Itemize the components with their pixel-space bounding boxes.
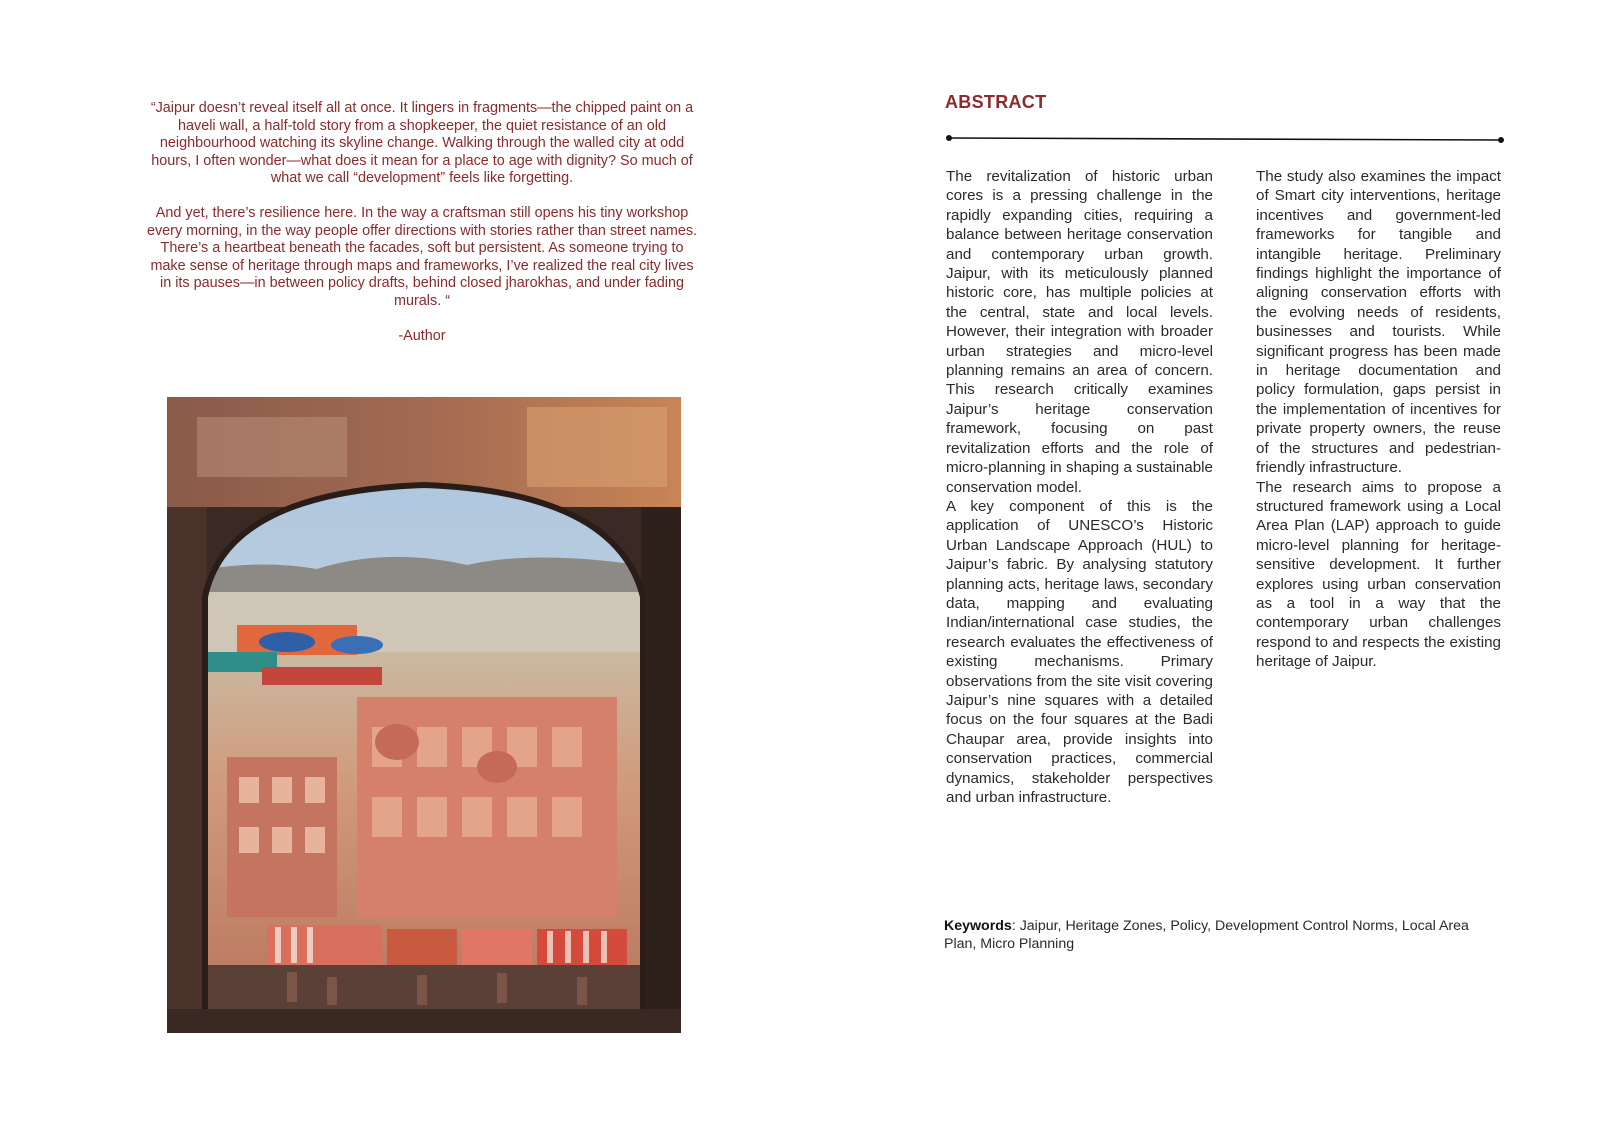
abstract-right-column [1256, 167, 1501, 672]
title-divider [946, 134, 1504, 144]
abstract-paragraph: The study also examines the impact of Smart city interventions, heritage incentives and government-led frameworks for tangible and intangible heritage. Preliminary findings highlight the importance of aligning conservation efforts with the evolving needs of residents, businesses and tourists. While significant progress has been made in heritage documentation and policy formulation, gaps persist in the implementation of incentives for private property owners, the reuse of the structures and pedestrian-friendly infrastructure. [1256, 168, 1501, 477]
abstract-paragraph: The research aims to propose a structured framework using a Local Area Plan (LAP) approach to guide micro-level planning for heritage-sensitive development. It further explores using urban conservation as a tool in a way that the contemporary urban challenges respond to and respects the existing heritage of Jaipur. [1256, 478, 1501, 671]
quote-author: -Author [398, 327, 446, 344]
jaipur-arch-photo [167, 397, 681, 1033]
quote-paragraph-2: And yet, there’s resilience here. In the way a craftsman still opens his tiny workshop every morning, in the way people offer directions with stories rather than street names. There’s a heartbeat beneath the facades, soft but persistent. As someone trying to make sense of heritage through maps and frameworks, I’ve realized the real city lives in its pauses—in between policy drafts, behind closed jharokhas, and under fading murals. “ [146, 204, 698, 309]
keywords-list: : Jaipur, Heritage Zones, Policy, Development Control Norms, Local Area Plan, Micro Planning [944, 918, 1469, 952]
keywords-line [944, 918, 1502, 953]
keywords-label: Keywords [944, 918, 1012, 934]
quote-paragraph-1: “Jaipur doesn’t reveal itself all at once. It lingers in fragments—the chipped paint on a haveli wall, a half-told story from a shopkeeper, the quiet resistance of an old neighbourhood watching its skyline change. Walking through the walled city at odd hours, I often wonder—what does it mean for a place to age with dignity? So much of what we call “development” feels like forgetting. [150, 100, 694, 187]
abstract-left-column [946, 167, 1213, 807]
abstract-paragraph: A key component of this is the application of UNESCO’s Historic Urban Landscape Approach (HUL) to Jaipur’s fabric. By analysing statutory planning acts, heritage laws, secondary data, mapping and evaluating Indian/international case studies, the research evaluates the effectiveness of existing mechanisms. Primary observations from the site visit covering Jaipur’s nine squares with a detailed focus on the four squares at the Badi Chaupar area, provide insights into conservation practices, commercial dynamics, stakeholder perspectives and urban infrastructure. [946, 497, 1213, 806]
author-quote [146, 100, 698, 362]
abstract-title: ABSTRACT [945, 92, 1047, 112]
abstract-paragraph: The revitalization of historic urban cores is a pressing challenge in the rapidly expanding cities, requiring a balance between heritage conservation and contemporary urban growth. Jaipur, with its meticulously planned historic core, has multiple policies at the central, state and local levels. However, their integration with broader urban strategies and micro-level planning remains an area of concern. This research critically examines Jaipur’s heritage conservation framework, focusing on past revitalization efforts and the role of micro-planning in shaping a sustainable conservation model. [946, 168, 1213, 496]
